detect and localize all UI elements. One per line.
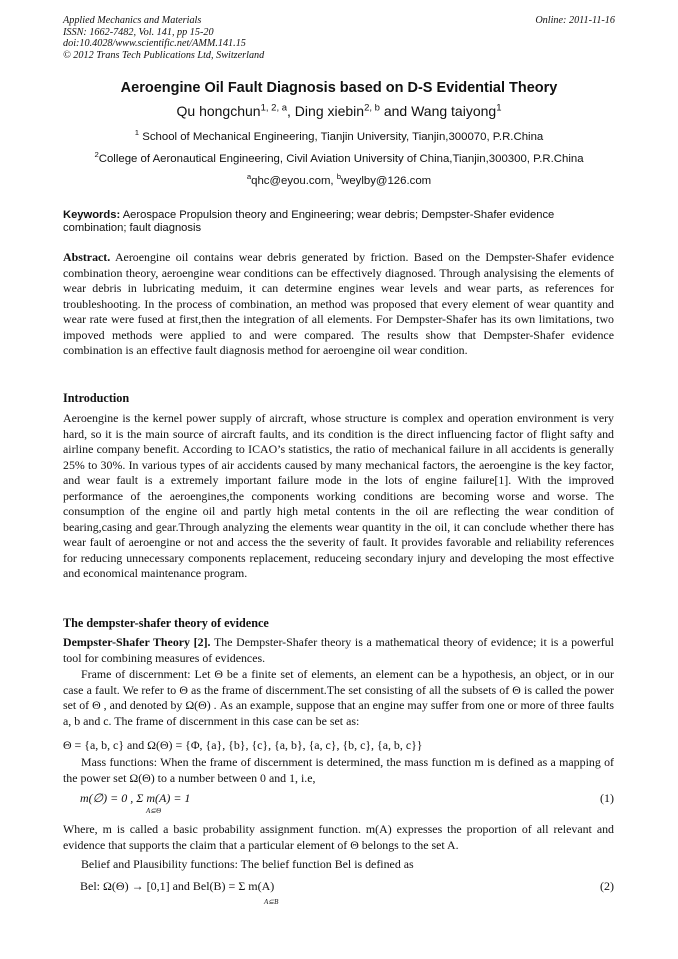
author-1-sup: 1, 2, a xyxy=(260,102,288,114)
aff2-text: College of Aeronautical Engineering, Civil Aviation University of China,Tianjin,300300, P.R.China xyxy=(98,153,584,165)
ds-paragraph-frame: Frame of discernment: Let Θ be a finite set of elements, an element can be a hypothesis, an object, or in our case a fault. We refer to Θ as the frame of discernment.The set consisting of all the subsets of Θ is called the power set of Θ , and denoted by Ω(Θ) . As an example, suppose that an engine may suffer from one or more of three faults a, b and c. The frame of discernment in this case can be set as: xyxy=(63,667,614,728)
equation-1: m(∅) = 0 , Σ m(A) = 1 xyxy=(80,791,191,805)
journal-name: Applied Mechanics and Materials xyxy=(63,15,202,26)
emails xyxy=(0,172,678,187)
email-a-sup: a xyxy=(246,172,252,182)
journal-header xyxy=(63,15,264,61)
aff2-sup: 2 xyxy=(94,150,99,160)
aff1-sup: 1 xyxy=(134,128,140,138)
ds-heading: The dempster-shafer theory of evidence xyxy=(63,616,269,630)
author-2-sup: 2, b xyxy=(364,102,380,114)
author-1: Qu hongchun xyxy=(176,103,261,119)
equation-1-subscript: A⊆Θ xyxy=(146,807,162,815)
ds-paragraph-1 xyxy=(63,635,614,666)
intro-heading: Introduction xyxy=(63,391,130,405)
email-a[interactable]: qhc@eyou.com, xyxy=(251,175,337,187)
ds-frame-equation: Θ = {a, b, c} and Ω(Θ) = {Φ, {a}, {b}, {c}, {a, b}, {a, c}, {b, c}, {a, b, c}} xyxy=(63,738,423,752)
intro-paragraph: Aeroengine is the kernel power supply of aircraft, whose structure is complex and operation environment is very hard, so it is the main source of aircraft faults, and its condition is the direct influencing factor of flight safty and airline company benefit. According to ICAO’s statistics, the ratio of mechanical failure in all accidents is generally 25% to 30%. In various types of air accidents caused by many mechanical factors, the aeroengine is the key factor, and wear fault is a extremely important failure mode in the lots of engine failure[1]. With the improved performance of the aeroengines,the components working conditions are becoming worse and worse. The consumption of the engine oil and partly high metal contents in the oil are reflecting the wear condition of bearing,casing and gear.Through analyzing the elements wear quantity in the oil, it can conclude whether there has wear fault of aeroengine or not and access the the severity of fault. It provides favorable and reliability references for reducing unnecessary components replacement, reduceing secondary injury and developing the most effective and economical maintenance program. xyxy=(63,411,614,580)
copyright: © 2012 Trans Tech Publications Ltd, Switzerland xyxy=(63,49,265,61)
keywords-text: Aerospace Propulsion theory and Engineering; wear debris; Dempster-Shafer evidence combination; fault diagnosis xyxy=(63,209,555,235)
issn: ISSN: 1662-7482, Vol. 141, pp 15-20 xyxy=(63,26,214,38)
ds-paragraph-bpa: Where, m is called a basic probability assignment function. m(A) expresses the proportion of all relevant and evidence that supports the claim that a particular element of Θ belongs to the set A. xyxy=(63,822,614,852)
equation-2-number: (2) xyxy=(600,879,614,893)
ds-paragraph-belief: Belief and Plausibility functions: The belief function Bel is defined as xyxy=(81,857,414,871)
equation-2-subscript: A⊆B xyxy=(264,898,279,906)
equation-1-number: (1) xyxy=(600,791,614,805)
abstract xyxy=(63,250,614,359)
affiliation-1 xyxy=(0,128,678,143)
abstract-text: Aeroengine oil contains wear debris generated by friction. Based on the Dempster-Shafer evidence combination theory, aeroengine wear conditions can be effectively diagnosed. Through analysising the elements of wear debris in lubricating meduim, it can determine engines wear levels and wear parts, as references for troubleshooting. In the process of combination, an method was proposed that every element of wear quantity and wear rate were fused at first,then the integration of all elements. For Dempster-Shafer has its own limitations, two impoved methods were applied to and were compared. The results show that Dempster-Shafer evidence combination is an effective fault diagnosis method for aeroengine oil wear condition. xyxy=(63,250,614,357)
equation-2: Bel: Ω(Θ) → [0,1] and Bel(B) = Σ m(A) xyxy=(80,879,275,893)
keywords-label: Keywords: xyxy=(63,209,121,221)
email-b-sup: b xyxy=(336,172,342,182)
abstract-label: Abstract. xyxy=(63,250,111,264)
online-date: Online: 2011-11-16 xyxy=(535,15,615,26)
affiliation-2 xyxy=(0,150,678,165)
aff1-text: School of Mechanical Engineering, Tianjin University, Tianjin,300070, P.R.China xyxy=(139,131,544,143)
ds-paragraph-mass: Mass functions: When the frame of discernment is determined, the mass function m is defined as a mapping of the power set Ω(Θ) to a number between 0 and 1, i.e, xyxy=(63,755,614,785)
ds-theory-label: Dempster-Shafer Theory [2]. xyxy=(63,635,211,649)
author-line xyxy=(0,103,678,119)
author-3-sup: 1 xyxy=(496,102,502,114)
ds-theory-text: The Dempster-Shafer theory is a mathematical theory of evidence; it is a powerful tool for combining measures of evidences. xyxy=(63,635,614,665)
doi: doi:10.4028/www.scientific.net/AMM.141.15 xyxy=(63,38,246,50)
author-3: and Wang taiyong xyxy=(379,103,497,119)
paper-title: Aeroengine Oil Fault Diagnosis based on D-S Evidential Theory xyxy=(120,80,558,96)
email-b[interactable]: weylby@126.com xyxy=(341,175,432,187)
author-2: , Ding xiebin xyxy=(287,103,365,119)
keywords xyxy=(63,209,614,236)
